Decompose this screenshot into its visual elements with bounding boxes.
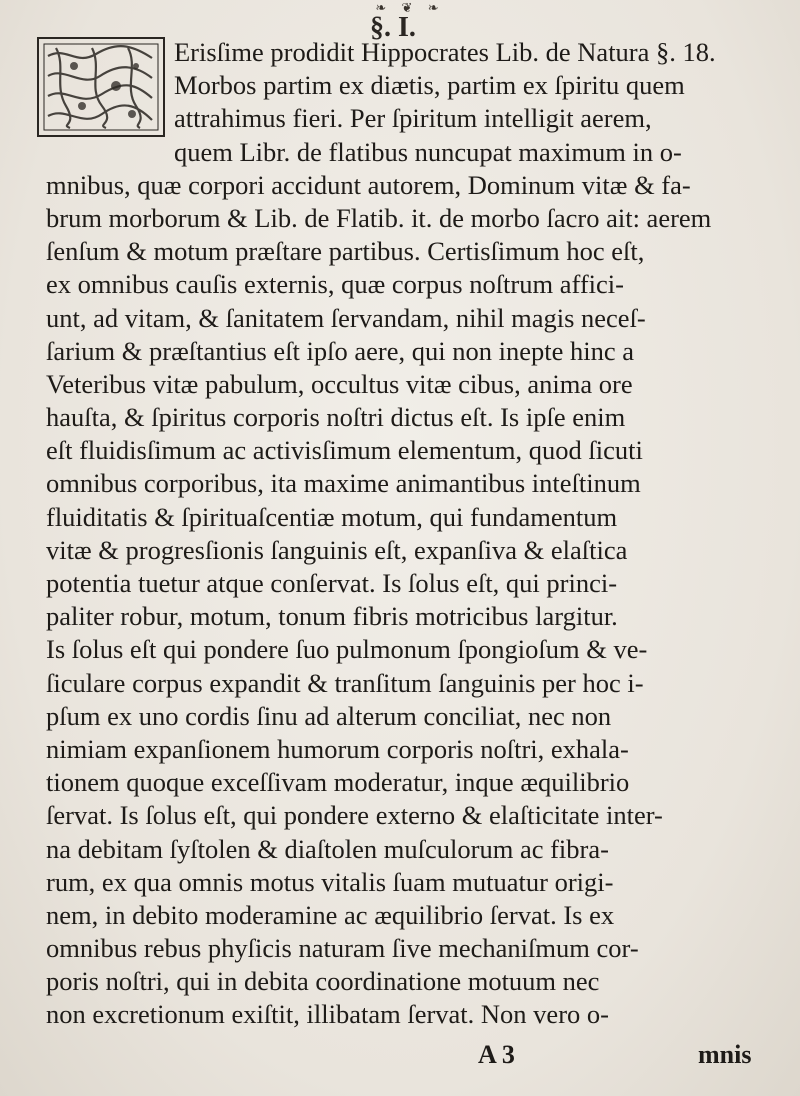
text-line: Erisſime prodidit Hippocrates Lib. de Natura §. 18.: [174, 37, 716, 67]
text-line: quem Libr. de flatibus nuncupat maximum in o-: [174, 136, 682, 167]
text-line: omnibus rebus phyſicis naturam ſive mechaniſmum cor-: [46, 933, 639, 964]
signature-mark: A 3: [478, 1040, 515, 1069]
text-line: paliter robur, motum, tonum fibris motricibus largitur.: [46, 601, 618, 632]
text-line: ſarium & præſtantius eſt ipſo aere, qui non inepte hinc a: [46, 335, 635, 366]
text-line: nem, in debito moderamine ac æquilibrio ſervat. Is ex: [46, 899, 615, 930]
text-line: ſiculare corpus expandit & tranſitum ſanguinis per hoc i-: [46, 667, 644, 698]
text-line: ſenſum & motum præſtare partibus. Certisſimum hoc eſt,: [46, 236, 645, 267]
text-line: nimiam expanſionem humorum corporis noſtri, exhala-: [46, 733, 629, 764]
text-line: omnibus corporibus, ita maxime animantibus inteſtinum: [46, 468, 641, 499]
text-line: ſervat. Is ſolus eſt, qui pondere externo & elaſticitate inter-: [46, 800, 663, 831]
text-line: brum morborum & Lib. de Flatib. it. de morbo ſacro ait: aerem: [46, 202, 712, 233]
text-line: unt, ad vitam, & ſanitatem ſervandam, nihil magis neceſ-: [46, 302, 646, 333]
text-line: fluiditatis & ſpirituaſcentiæ motum, qui fundamentum: [46, 501, 618, 532]
text-line: hauſta, & ſpiritus corporis noſtri dictus eſt. Is ipſe enim: [46, 402, 626, 433]
text-line: Morbos partim ex diætis, partim ex ſpiritu quem: [174, 70, 685, 101]
text-line: Is ſolus eſt qui pondere ſuo pulmonum ſpongioſum & ve-: [46, 634, 648, 665]
catchword: mnis: [698, 1040, 752, 1069]
text-line: na debitam ſyſtolen & diaſtolen muſculorum ac fibra-: [46, 833, 609, 864]
text-line: rum, ex qua omnis motus vitalis ſuam mutuatur origi-: [46, 866, 614, 897]
page-footer: [0, 1040, 800, 1080]
text-line: tionem quoque exceſſivam moderatur, inque æquilibrio: [46, 767, 630, 798]
main-text: [46, 36, 766, 1032]
text-line: non excretionum exiſtit, illibatam ſervat. Non vero o-: [46, 999, 609, 1030]
text-line: pſum ex uno cordis ſinu ad alterum conciliat, nec non: [46, 700, 612, 731]
text-line: poris noſtri, qui in debita coordinatione motuum nec: [46, 966, 600, 997]
text-line: eſt fluidisſimum ac activisſimum elementum, quod ſicuti: [46, 435, 643, 466]
header-ornament: ❧ ❦ ❧: [375, 0, 445, 15]
text-line: vitæ & progresſionis ſanguinis eſt, expanſiva & elaſtica: [46, 534, 628, 565]
text-line: attrahimus fieri. Per ſpiritum intelligit aerem,: [174, 103, 652, 134]
text-line: mnibus, quæ corpori accidunt autorem, Dominum vitæ & fa-: [46, 169, 691, 200]
text-line: Veteribus vitæ pabulum, occultus vitæ cibus, anima ore: [46, 368, 633, 399]
text-line: ex omnibus cauſis externis, quæ corpus noſtrum affici-: [46, 269, 624, 300]
section-mark: §. I.: [370, 12, 416, 43]
text-line: potentia tuetur atque conſervat. Is ſolus eſt, qui princi-: [46, 568, 618, 598]
